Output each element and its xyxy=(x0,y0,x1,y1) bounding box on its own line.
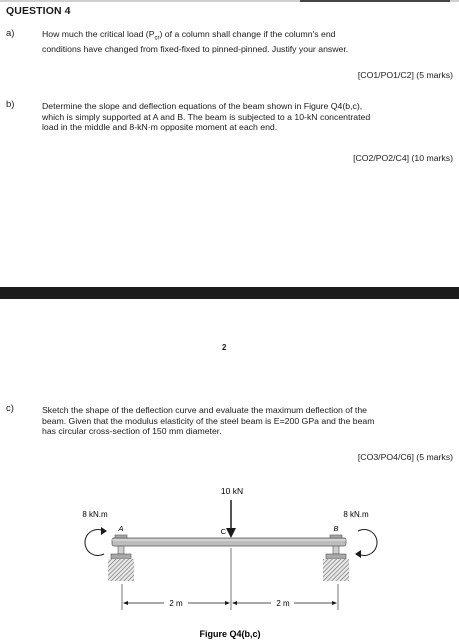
part-a-label: a) xyxy=(6,28,15,39)
beam-figure xyxy=(0,470,459,640)
part-b-line-3: load in the middle and 8-kN·m opposite moment at each end. xyxy=(42,122,278,133)
part-b-text xyxy=(42,101,453,133)
dim-right-label: 2 m xyxy=(276,599,290,608)
support-a-base xyxy=(111,554,131,559)
page-break-bar xyxy=(0,287,459,299)
point-c-label: C xyxy=(220,527,226,536)
part-c-text xyxy=(42,405,453,437)
support-a-ground xyxy=(108,559,134,581)
part-c-line-2: beam. Given that the modulus elasticity of the steel beam is E=200 GPa and the beam xyxy=(42,415,375,426)
point-b-label: B xyxy=(333,524,339,533)
question-title: QUESTION 4 xyxy=(6,5,71,17)
moment-left-arrowhead xyxy=(101,527,107,535)
dim-left-label: 2 m xyxy=(169,599,183,608)
load-label: 10 kN xyxy=(220,486,244,496)
page-number: 2 xyxy=(222,343,227,352)
point-a-label: A xyxy=(118,524,124,533)
support-b-base xyxy=(326,554,346,559)
moment-right-arrowhead xyxy=(355,550,361,558)
part-c-marks: [CO3/PO4/C6] (5 marks) xyxy=(357,452,453,462)
dim-right-arrow-a xyxy=(232,601,237,605)
part-a-marks: [CO1/PO1/C2] (5 marks) xyxy=(357,70,453,80)
moment-left-label: 8 kN.m xyxy=(82,510,108,519)
dim-right-arrow-b xyxy=(332,601,337,605)
figure-caption: Figure Q4(b,c) xyxy=(199,629,261,639)
part-b-label: b) xyxy=(6,99,15,110)
beam xyxy=(112,538,346,546)
part-b-line-1: Determine the slope and deflection equations of the beam shown in Figure Q4(b,c), xyxy=(42,101,363,111)
moment-right-label: 8 kN.m xyxy=(343,510,369,519)
part-a-text xyxy=(42,29,453,55)
support-b-ground xyxy=(323,559,349,581)
load-arrow-head xyxy=(226,528,236,538)
part-b-marks: [CO2/PO2/C4] (10 marks) xyxy=(353,153,453,163)
part-c-line-1: Sketch the shape of the deflection curve and evaluate the maximum deflection of the xyxy=(42,405,368,415)
dim-left-arrow-b xyxy=(225,601,230,605)
part-c-line-3: has circular cross-section of 150 mm diameter. xyxy=(42,426,222,437)
part-c-label: c) xyxy=(6,403,14,414)
part-a-line-2: conditions have changed from fixed-fixed to pinned-pinned. Justify your answer. xyxy=(42,44,349,55)
part-b-line-2: which is simply supported at A and B. The beam is subjected to a 10-kN concentrated xyxy=(42,111,371,122)
dim-left-arrow-a xyxy=(123,601,128,605)
part-a-line-1: How much the critical load $(P_{cr})$ of a column shall change if the column's end xyxy=(42,29,336,42)
top-bar-remnant xyxy=(300,0,450,2)
